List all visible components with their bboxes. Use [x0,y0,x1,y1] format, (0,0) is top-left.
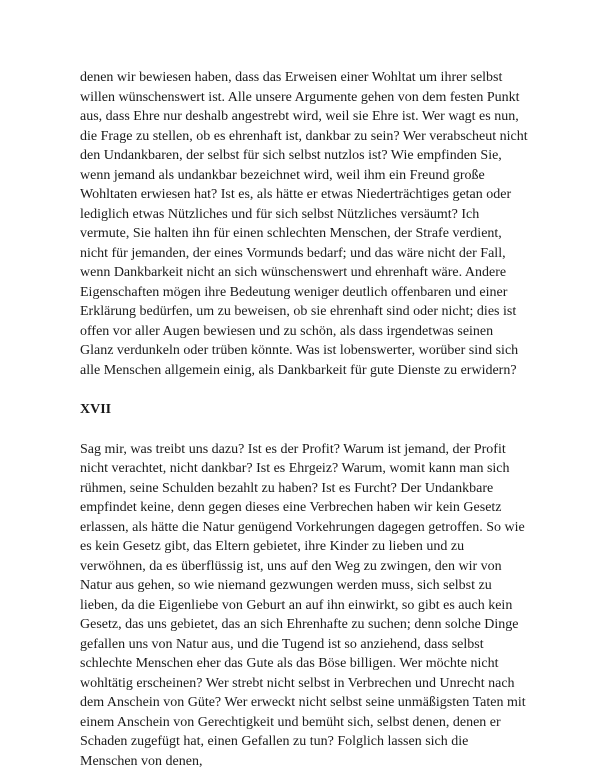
body-paragraph-1: denen wir bewiesen haben, dass das Erweisen einer Wohltat um ihrer selbst willen wünschenswert ist. Alle unsere Argumente gehen von dem festen Punkt aus, dass Ehre nur deshalb angestrebt wird, weil sie Ehre ist. Wer wagt es nun, die Frage zu stellen, ob es ehrenhaft ist, dankbar zu sein? Wer verabscheut nicht den Undankbaren, der selbst für sich selbst nutzlos ist? Wie empfinden Sie, wenn jemand als undankbar bezeichnet wird, weil ihm ein Freund große Wohltaten erwiesen hat? Ist es, als hätte er etwas Niederträchtiges getan oder lediglich etwas Nützliches und für sich selbst Nützliches versäumt? Ich vermute, Sie halten ihn für einen schlechten Menschen, der Strafe verdient, nicht für jemanden, der eines Vormunds bedarf; und das wäre nicht der Fall, wenn Dankbarkeit nicht an sich wünschenswert und ehrenhaft wäre. Andere Eigenschaften mögen ihre Bedeutung weniger deutlich offenbaren und einer Erklärung bedürfen, um zu beweisen, ob sie ehrenhaft sind oder nicht; dies ist offen vor aller Augen bewiesen und zu schön, als dass irgendetwas seinen Glanz verdunkeln oder trüben könnte. Was ist lobenswerter, worüber sind sich alle Menschen allgemein einig, als Dankbarkeit für gute Dienste zu erwidern? [80,70,528,378]
document-page [80,68,528,771]
body-paragraph-2: Sag mir, was treibt uns dazu? Ist es der Profit? Warum ist jemand, der Profit nicht verachtet, nicht dankbar? Ist es Ehrgeiz? Warum, womit kann man sich rühmen, seine Schulden bezahlt zu haben? Ist es Furcht? Der Undankbare empfindet keine, denn gegen dieses eine Verbrechen haben wir kein Gesetz erlassen, als hätte die Natur genügend Vorkehrungen dagegen getroffen. So wie es kein Gesetz gibt, das Eltern gebietet, ihre Kinder zu lieben und zu verwöhnen, da es überflüssig ist, uns auf den Weg zu zwingen, den wir von Natur aus gehen, so wie niemand gezwungen werden muss, sich selbst zu lieben, da die Eigenliebe von Geburt an auf ihn einwirkt, so gibt es auch kein Gesetz, das uns gebietet, das an sich Ehrenhafte zu suchen; denn solche Dinge gefallen uns von Natur aus, und die Tugend ist so anziehend, dass selbst schlechte Menschen eher das Gute als das Böse billigen. Wer möchte nicht wohltätig erscheinen? Wer strebt nicht selbst in Verbrechen und Unrecht nach dem Anschein von Güte? Wer erweckt nicht selbst seine unmäßigsten Taten mit einem Anschein von Gerechtigkeit und bemüht sich, selbst denen, denen er Schaden zugefügt hat, einen Gefallen zu tun? Folglich lassen sich die Menschen von denen, [80,441,526,769]
section-heading: XVII [80,402,112,417]
